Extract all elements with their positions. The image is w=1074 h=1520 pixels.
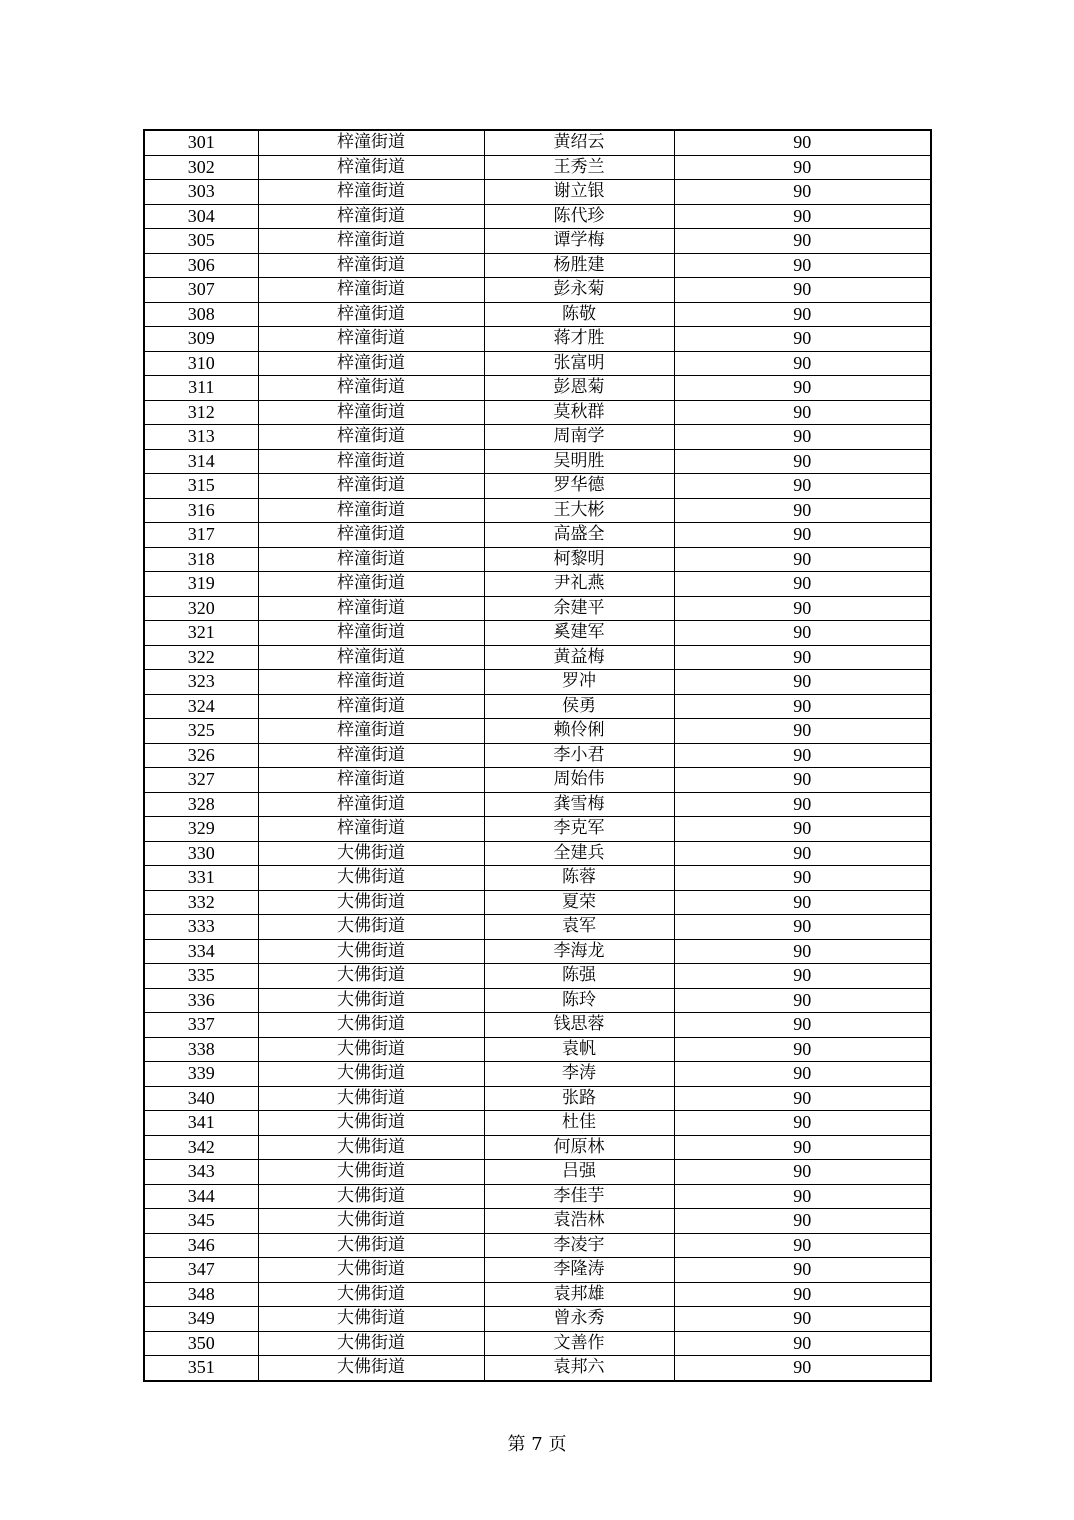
row-number-cell: 342 [144, 1135, 258, 1160]
street-cell: 梓潼街道 [258, 792, 484, 817]
name-cell: 龚雪梅 [484, 792, 674, 817]
name-cell: 王大彬 [484, 498, 674, 523]
score-cell: 90 [674, 155, 931, 180]
score-cell: 90 [674, 523, 931, 548]
table-row [144, 841, 931, 866]
name-cell: 柯黎明 [484, 547, 674, 572]
street-cell: 梓潼街道 [258, 645, 484, 670]
name-cell: 钱思蓉 [484, 1013, 674, 1038]
row-number-cell: 320 [144, 596, 258, 621]
street-cell: 大佛街道 [258, 964, 484, 989]
table-row [144, 915, 931, 940]
row-number-cell: 303 [144, 180, 258, 205]
row-number-cell: 329 [144, 817, 258, 842]
name-cell: 周南学 [484, 425, 674, 450]
name-cell: 吴明胜 [484, 449, 674, 474]
street-cell: 梓潼街道 [258, 302, 484, 327]
table-row [144, 1135, 931, 1160]
row-number-cell: 339 [144, 1062, 258, 1087]
score-cell: 90 [674, 645, 931, 670]
table-row [144, 425, 931, 450]
name-cell: 罗华德 [484, 474, 674, 499]
name-cell: 李小君 [484, 743, 674, 768]
score-cell: 90 [674, 988, 931, 1013]
table-row [144, 327, 931, 352]
score-cell: 90 [674, 1160, 931, 1185]
score-cell: 90 [674, 498, 931, 523]
street-cell: 大佛街道 [258, 1086, 484, 1111]
name-cell: 文善作 [484, 1331, 674, 1356]
street-cell: 大佛街道 [258, 1331, 484, 1356]
table-row [144, 743, 931, 768]
row-number-cell: 307 [144, 278, 258, 303]
row-number-cell: 323 [144, 670, 258, 695]
street-cell: 梓潼街道 [258, 351, 484, 376]
street-cell: 梓潼街道 [258, 425, 484, 450]
street-cell: 梓潼街道 [258, 719, 484, 744]
score-cell: 90 [674, 449, 931, 474]
score-cell: 90 [674, 1356, 931, 1381]
score-cell: 90 [674, 572, 931, 597]
row-number-cell: 324 [144, 694, 258, 719]
table-row [144, 596, 931, 621]
score-cell: 90 [674, 1037, 931, 1062]
row-number-cell: 349 [144, 1307, 258, 1332]
street-cell: 梓潼街道 [258, 768, 484, 793]
row-number-cell: 308 [144, 302, 258, 327]
name-cell: 赖伶俐 [484, 719, 674, 744]
row-number-cell: 346 [144, 1233, 258, 1258]
street-cell: 梓潼街道 [258, 596, 484, 621]
row-number-cell: 311 [144, 376, 258, 401]
street-cell: 梓潼街道 [258, 253, 484, 278]
street-cell: 梓潼街道 [258, 449, 484, 474]
table-row [144, 204, 931, 229]
row-number-cell: 331 [144, 866, 258, 891]
name-cell: 周始伟 [484, 768, 674, 793]
score-cell: 90 [674, 327, 931, 352]
table-row [144, 1160, 931, 1185]
street-cell: 大佛街道 [258, 841, 484, 866]
street-cell: 大佛街道 [258, 1258, 484, 1283]
table-row [144, 1331, 931, 1356]
name-cell: 陈玲 [484, 988, 674, 1013]
table-row [144, 988, 931, 1013]
table-row [144, 449, 931, 474]
page-number: 第 7 页 [507, 1434, 567, 1455]
street-cell: 梓潼街道 [258, 130, 484, 155]
row-number-cell: 312 [144, 400, 258, 425]
street-cell: 梓潼街道 [258, 278, 484, 303]
name-cell: 袁军 [484, 915, 674, 940]
name-cell: 李佳芋 [484, 1184, 674, 1209]
table-row [144, 1037, 931, 1062]
row-number-cell: 314 [144, 449, 258, 474]
street-cell: 大佛街道 [258, 915, 484, 940]
table-row [144, 1013, 931, 1038]
score-cell: 90 [674, 1282, 931, 1307]
street-cell: 梓潼街道 [258, 204, 484, 229]
row-number-cell: 309 [144, 327, 258, 352]
score-cell: 90 [674, 792, 931, 817]
row-number-cell: 305 [144, 229, 258, 254]
street-cell: 大佛街道 [258, 1062, 484, 1087]
street-cell: 梓潼街道 [258, 180, 484, 205]
table-row [144, 817, 931, 842]
street-cell: 大佛街道 [258, 1233, 484, 1258]
score-cell: 90 [674, 1184, 931, 1209]
table-row [144, 376, 931, 401]
name-cell: 黄益梅 [484, 645, 674, 670]
row-number-cell: 327 [144, 768, 258, 793]
row-number-cell: 313 [144, 425, 258, 450]
data-table [143, 129, 932, 1382]
row-number-cell: 335 [144, 964, 258, 989]
table-row [144, 474, 931, 499]
row-number-cell: 325 [144, 719, 258, 744]
score-cell: 90 [674, 1307, 931, 1332]
table-row [144, 351, 931, 376]
score-cell: 90 [674, 229, 931, 254]
name-cell: 黄绍云 [484, 130, 674, 155]
table-row [144, 1282, 931, 1307]
street-cell: 梓潼街道 [258, 498, 484, 523]
street-cell: 梓潼街道 [258, 376, 484, 401]
street-cell: 梓潼街道 [258, 229, 484, 254]
street-cell: 梓潼街道 [258, 155, 484, 180]
street-cell: 大佛街道 [258, 988, 484, 1013]
row-number-cell: 340 [144, 1086, 258, 1111]
table-row [144, 1111, 931, 1136]
score-cell: 90 [674, 547, 931, 572]
row-number-cell: 316 [144, 498, 258, 523]
score-cell: 90 [674, 278, 931, 303]
row-number-cell: 341 [144, 1111, 258, 1136]
table-body [144, 130, 931, 1381]
name-cell: 蒋才胜 [484, 327, 674, 352]
row-number-cell: 317 [144, 523, 258, 548]
score-cell: 90 [674, 400, 931, 425]
street-cell: 大佛街道 [258, 1037, 484, 1062]
street-cell: 大佛街道 [258, 1282, 484, 1307]
name-cell: 张富明 [484, 351, 674, 376]
row-number-cell: 318 [144, 547, 258, 572]
name-cell: 李海龙 [484, 939, 674, 964]
street-cell: 梓潼街道 [258, 547, 484, 572]
name-cell: 杨胜建 [484, 253, 674, 278]
row-number-cell: 326 [144, 743, 258, 768]
name-cell: 袁邦雄 [484, 1282, 674, 1307]
name-cell: 全建兵 [484, 841, 674, 866]
table-row [144, 155, 931, 180]
name-cell: 奚建军 [484, 621, 674, 646]
table-row [144, 180, 931, 205]
score-cell: 90 [674, 939, 931, 964]
table-row [144, 694, 931, 719]
name-cell: 谭学梅 [484, 229, 674, 254]
row-number-cell: 343 [144, 1160, 258, 1185]
score-cell: 90 [674, 1062, 931, 1087]
table-row [144, 1356, 931, 1381]
score-cell: 90 [674, 670, 931, 695]
street-cell: 梓潼街道 [258, 743, 484, 768]
score-cell: 90 [674, 204, 931, 229]
score-cell: 90 [674, 1258, 931, 1283]
row-number-cell: 315 [144, 474, 258, 499]
name-cell: 张路 [484, 1086, 674, 1111]
name-cell: 袁邦六 [484, 1356, 674, 1381]
name-cell: 何原林 [484, 1135, 674, 1160]
score-cell: 90 [674, 1111, 931, 1136]
table-row [144, 645, 931, 670]
score-cell: 90 [674, 866, 931, 891]
score-cell: 90 [674, 719, 931, 744]
street-cell: 大佛街道 [258, 1356, 484, 1381]
street-cell: 大佛街道 [258, 1209, 484, 1234]
row-number-cell: 302 [144, 155, 258, 180]
table-row [144, 253, 931, 278]
row-number-cell: 332 [144, 890, 258, 915]
name-cell: 陈强 [484, 964, 674, 989]
table-row [144, 1086, 931, 1111]
table-row [144, 866, 931, 891]
street-cell: 大佛街道 [258, 1184, 484, 1209]
street-cell: 梓潼街道 [258, 817, 484, 842]
row-number-cell: 347 [144, 1258, 258, 1283]
row-number-cell: 333 [144, 915, 258, 940]
row-number-cell: 301 [144, 130, 258, 155]
row-number-cell: 319 [144, 572, 258, 597]
table-row [144, 1209, 931, 1234]
score-cell: 90 [674, 890, 931, 915]
name-cell: 李克军 [484, 817, 674, 842]
street-cell: 大佛街道 [258, 939, 484, 964]
table-row [144, 130, 931, 155]
row-number-cell: 345 [144, 1209, 258, 1234]
score-cell: 90 [674, 841, 931, 866]
table-row [144, 768, 931, 793]
street-cell: 梓潼街道 [258, 327, 484, 352]
table-row [144, 890, 931, 915]
street-cell: 大佛街道 [258, 1307, 484, 1332]
table-row [144, 1258, 931, 1283]
row-number-cell: 337 [144, 1013, 258, 1038]
row-number-cell: 334 [144, 939, 258, 964]
score-cell: 90 [674, 351, 931, 376]
street-cell: 大佛街道 [258, 1013, 484, 1038]
street-cell: 大佛街道 [258, 1160, 484, 1185]
table-row [144, 547, 931, 572]
score-cell: 90 [674, 915, 931, 940]
name-cell: 王秀兰 [484, 155, 674, 180]
score-cell: 90 [674, 621, 931, 646]
score-cell: 90 [674, 180, 931, 205]
row-number-cell: 348 [144, 1282, 258, 1307]
score-cell: 90 [674, 596, 931, 621]
table-row [144, 523, 931, 548]
name-cell: 余建平 [484, 596, 674, 621]
name-cell: 彭永菊 [484, 278, 674, 303]
table-row [144, 278, 931, 303]
street-cell: 大佛街道 [258, 890, 484, 915]
score-cell: 90 [674, 1209, 931, 1234]
row-number-cell: 330 [144, 841, 258, 866]
name-cell: 杜佳 [484, 1111, 674, 1136]
score-cell: 90 [674, 425, 931, 450]
name-cell: 李隆涛 [484, 1258, 674, 1283]
row-number-cell: 338 [144, 1037, 258, 1062]
table-row [144, 498, 931, 523]
street-cell: 梓潼街道 [258, 621, 484, 646]
name-cell: 尹礼燕 [484, 572, 674, 597]
street-cell: 梓潼街道 [258, 400, 484, 425]
table-row [144, 302, 931, 327]
name-cell: 袁浩林 [484, 1209, 674, 1234]
table-row [144, 229, 931, 254]
name-cell: 袁帆 [484, 1037, 674, 1062]
table-row [144, 1233, 931, 1258]
row-number-cell: 306 [144, 253, 258, 278]
street-cell: 大佛街道 [258, 1111, 484, 1136]
name-cell: 李涛 [484, 1062, 674, 1087]
row-number-cell: 351 [144, 1356, 258, 1381]
table-row [144, 1062, 931, 1087]
table-row [144, 1184, 931, 1209]
street-cell: 梓潼街道 [258, 523, 484, 548]
street-cell: 大佛街道 [258, 866, 484, 891]
name-cell: 陈蓉 [484, 866, 674, 891]
table-row [144, 400, 931, 425]
table-row [144, 1307, 931, 1332]
row-number-cell: 350 [144, 1331, 258, 1356]
score-cell: 90 [674, 1013, 931, 1038]
score-cell: 90 [674, 964, 931, 989]
street-cell: 梓潼街道 [258, 474, 484, 499]
table-row [144, 670, 931, 695]
table-row [144, 939, 931, 964]
name-cell: 陈敬 [484, 302, 674, 327]
name-cell: 李凌宇 [484, 1233, 674, 1258]
street-cell: 梓潼街道 [258, 670, 484, 695]
name-cell: 吕强 [484, 1160, 674, 1185]
score-cell: 90 [674, 302, 931, 327]
score-cell: 90 [674, 817, 931, 842]
score-cell: 90 [674, 1331, 931, 1356]
name-cell: 莫秋群 [484, 400, 674, 425]
score-cell: 90 [674, 253, 931, 278]
row-number-cell: 336 [144, 988, 258, 1013]
table-row [144, 621, 931, 646]
name-cell: 彭恩菊 [484, 376, 674, 401]
score-cell: 90 [674, 694, 931, 719]
score-cell: 90 [674, 1086, 931, 1111]
name-cell: 高盛全 [484, 523, 674, 548]
score-cell: 90 [674, 376, 931, 401]
score-cell: 90 [674, 768, 931, 793]
score-cell: 90 [674, 130, 931, 155]
score-cell: 90 [674, 1233, 931, 1258]
street-cell: 梓潼街道 [258, 572, 484, 597]
row-number-cell: 322 [144, 645, 258, 670]
row-number-cell: 321 [144, 621, 258, 646]
table-row [144, 719, 931, 744]
table-row [144, 792, 931, 817]
name-cell: 罗冲 [484, 670, 674, 695]
row-number-cell: 304 [144, 204, 258, 229]
name-cell: 曾永秀 [484, 1307, 674, 1332]
street-cell: 大佛街道 [258, 1135, 484, 1160]
score-cell: 90 [674, 1135, 931, 1160]
score-cell: 90 [674, 743, 931, 768]
table-row [144, 572, 931, 597]
name-cell: 陈代珍 [484, 204, 674, 229]
table-row [144, 964, 931, 989]
row-number-cell: 328 [144, 792, 258, 817]
name-cell: 夏荣 [484, 890, 674, 915]
row-number-cell: 344 [144, 1184, 258, 1209]
street-cell: 梓潼街道 [258, 694, 484, 719]
score-cell: 90 [674, 474, 931, 499]
name-cell: 侯勇 [484, 694, 674, 719]
name-cell: 谢立银 [484, 180, 674, 205]
row-number-cell: 310 [144, 351, 258, 376]
